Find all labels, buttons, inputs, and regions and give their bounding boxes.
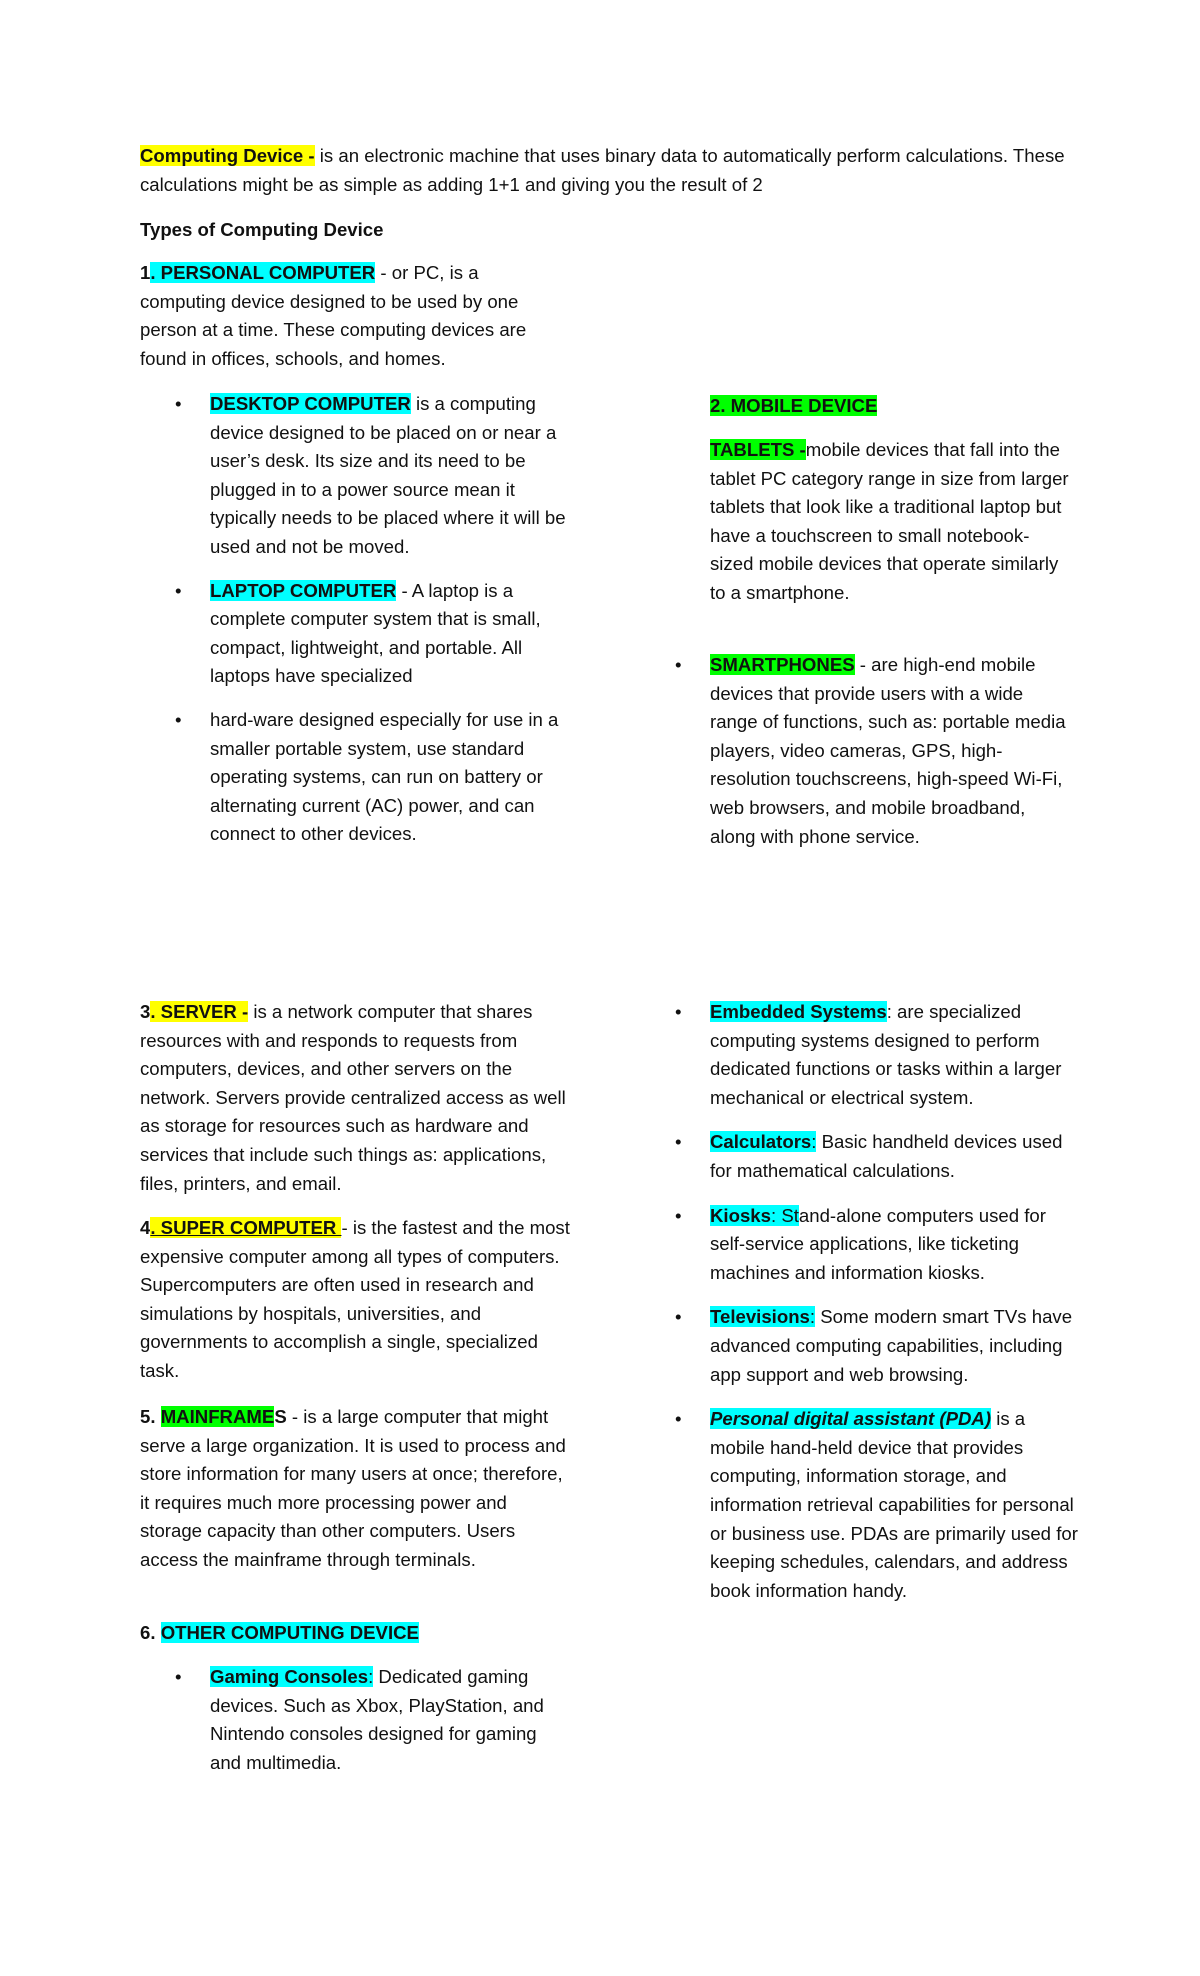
pda-bullet: [640, 1405, 1080, 1605]
televisions-text: Some modern smart TVs have advanced computing capabilities, including app support and web browsing.: [710, 1306, 1073, 1385]
pda-term: Personal digital assistant (PDA): [710, 1408, 992, 1430]
server-paragraph: [140, 998, 570, 1198]
intro-paragraph: [140, 142, 1080, 199]
other-term: OTHER COMPUTING DEVICE: [160, 1622, 419, 1643]
calculators-bullet: [640, 1128, 1080, 1185]
personal-computer-paragraph: [140, 259, 560, 373]
tablets-term: TABLETS -: [710, 439, 806, 460]
pda-text: is a mobile hand-held device that provides computing, information storage, and information retrieval capabilities for personal or business use. PDAs are primarily used for keeping schedules, calendars, and address book information handy.: [710, 1408, 1078, 1601]
other-heading: [140, 1619, 570, 1648]
kiosks-colon: : St: [770, 1204, 799, 1226]
laptop-term: LAPTOP COMPUTER: [210, 579, 397, 601]
personal-text: - or PC, is a computing device designed to be used by one person at a time. These computing devices are found in offices, schools, and homes.: [140, 262, 527, 369]
super-term: . SUPER COMPUTER: [150, 1217, 342, 1238]
calculators-text: Basic handheld devices used for mathematical calculations.: [710, 1131, 1063, 1181]
desktop-text: is a computing device designed to be placed on or near a user’s desk. Its size and its need to be plugged in to a power source mean it typically needs to be placed where it will be used and not be moved.: [210, 393, 566, 557]
embedded-bullet: [640, 998, 1080, 1112]
kiosks-text: and-alone computers used for self-service applications, like ticketing machines and information kiosks.: [710, 1204, 1046, 1283]
tablets-paragraph: [710, 436, 1070, 608]
mobile-heading-text: 2. MOBILE DEVICE: [710, 395, 878, 416]
hardware-text: hard-ware designed especially for use in a smaller portable system, use standard operating systems, can run on battery or alternating current (AC) power, and can connect to other devices.: [210, 708, 559, 845]
mobile-bullet-list: [640, 651, 1070, 851]
embedded-term: Embedded Systems: [710, 1001, 887, 1022]
smartphones-bullet: [640, 651, 1070, 851]
super-text: - is the fastest and the most expensive computer among all types of computers. Supercomputers are often used in research and simulations by hospitals, universities, and governments to accomplish a single, specialized task.: [140, 1217, 570, 1381]
mainframes-tail: S: [274, 1406, 287, 1427]
right-bullet-list: [640, 998, 1080, 1605]
personal-bullet-list: [140, 390, 570, 849]
calculators-colon: :: [811, 1131, 817, 1153]
other-number: 6.: [140, 1622, 161, 1643]
server-text: is a network computer that shares resources with and responds to requests from computers, devices, and other servers on the network. Servers provide centralized access as well as storage for resources such as hardware and services that include such things as: applications, files, printers, and email.: [140, 1001, 566, 1194]
gaming-bullet: [140, 1663, 570, 1777]
desktop-bullet: [140, 390, 570, 562]
super-computer-paragraph: [140, 1214, 570, 1386]
gaming-colon: :: [368, 1666, 374, 1687]
hardware-bullet: [140, 706, 570, 849]
mobile-heading: [710, 392, 1010, 421]
personal-term: . PERSONAL COMPUTER: [150, 262, 376, 283]
types-heading: Types of Computing Device: [140, 219, 384, 240]
televisions-colon: :: [809, 1306, 816, 1328]
calculators-term: Calculators: [710, 1131, 812, 1153]
gaming-term: Gaming Consoles: [210, 1666, 369, 1687]
televisions-bullet: [640, 1303, 1080, 1389]
other-bullet-list: [140, 1663, 570, 1777]
server-number: 3: [140, 1001, 151, 1022]
desktop-term: DESKTOP COMPUTER: [210, 393, 411, 414]
mainframes-text: - is a large computer that might serve a large organization. It is used to process and store information for many users at once; therefore, it requires much more processing power and storage capacity than other computers. Users access the mainframe through terminals.: [140, 1406, 566, 1570]
intro-term: Computing Device -: [140, 145, 315, 166]
server-term: . SERVER -: [150, 1001, 249, 1022]
laptop-bullet: [140, 577, 570, 691]
gaming-text: Dedicated gaming devices. Such as Xbox, PlayStation, and Nintendo consoles designed for gaming and multimedia.: [210, 1666, 544, 1773]
televisions-term: Televisions: [710, 1306, 810, 1328]
embedded-text: : are specialized computing systems designed to perform dedicated functions or tasks within a larger mechanical or electrical system.: [710, 1001, 1062, 1108]
personal-number: 1: [140, 262, 151, 283]
mainframes-term: MAINFRAME: [160, 1406, 275, 1427]
mainframes-number: 5.: [140, 1406, 161, 1427]
super-number: 4: [140, 1217, 151, 1238]
mainframes-paragraph: [140, 1403, 570, 1575]
smartphones-text: - are high-end mobile devices that provide users with a wide range of functions, such as: portable media players, video cameras, GPS, high-resolution touchscreens, high-speed Wi-Fi, web browsers, and mobile broadband, along with phone service.: [710, 654, 1066, 847]
kiosks-bullet: [640, 1202, 1080, 1288]
kiosks-term: Kiosks: [710, 1204, 771, 1226]
tablets-text: mobile devices that fall into the tablet PC category range in size from larger tablets that look like a traditional laptop but have a touchscreen to small notebook-sized mobile devices that operate similarly to a smartphone.: [710, 439, 1069, 603]
laptop-text: - A laptop is a complete computer system that is small, compact, lightweight, and portable. All laptops have specialized: [210, 579, 541, 687]
intro-text: is an electronic machine that uses binary data to automatically perform calculations. These calculations might be as simple as adding 1+1 and giving you the result of 2: [140, 145, 1065, 195]
smartphones-term: SMARTPHONES: [710, 654, 855, 675]
